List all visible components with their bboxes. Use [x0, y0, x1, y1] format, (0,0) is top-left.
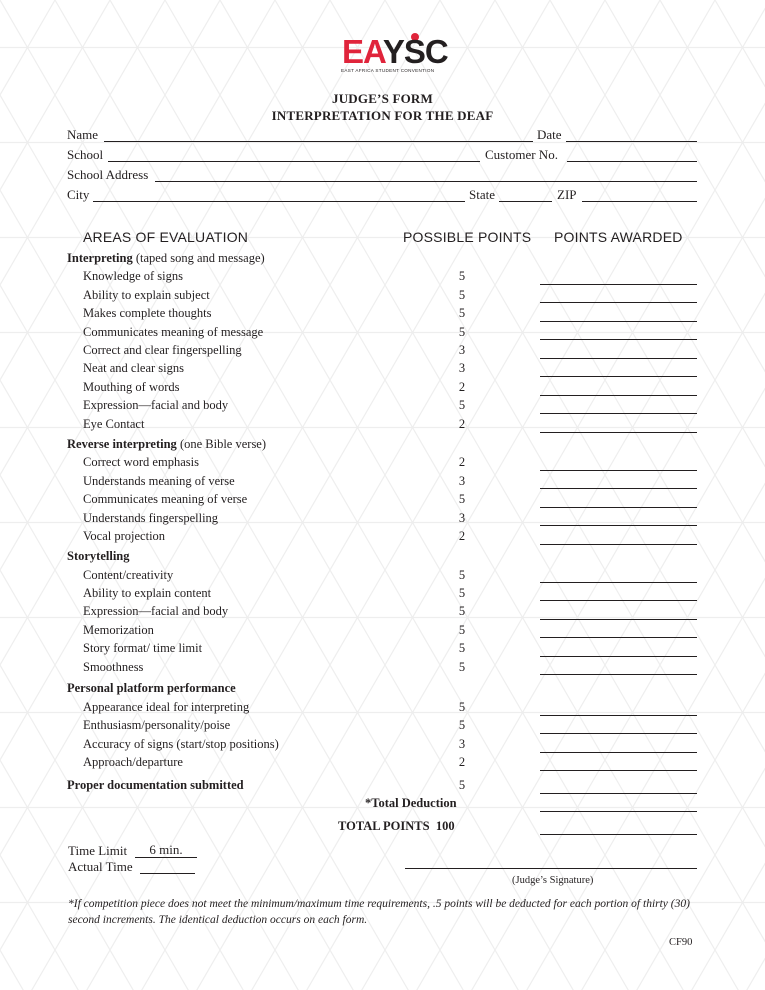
- name-label: Name: [67, 127, 99, 142]
- school-address-label: School Address: [67, 167, 149, 182]
- zip-field[interactable]: [582, 201, 697, 202]
- actual-time-label: Actual Time: [68, 859, 133, 874]
- logo-letter-a: A: [363, 33, 383, 70]
- possible-points: 5: [458, 660, 466, 674]
- time-limit-value: 6 min.: [135, 843, 197, 858]
- criterion-label: Communicates meaning of verse: [83, 492, 248, 506]
- possible-points: 5: [458, 325, 466, 339]
- possible-points: 5: [458, 700, 466, 714]
- criterion-label: Ability to explain content: [83, 586, 212, 600]
- total-points-field[interactable]: [540, 834, 697, 835]
- possible-points: 3: [458, 343, 466, 357]
- possible-points: 3: [458, 511, 466, 525]
- school-label: School: [67, 147, 104, 162]
- possible-points-header: POSSIBLE POINTS: [403, 229, 532, 245]
- possible-points: 5: [458, 492, 466, 506]
- section-heading: [67, 437, 266, 452]
- possible-points: 3: [458, 737, 466, 751]
- points-awarded-field[interactable]: [540, 432, 697, 433]
- criterion-label: Understands fingerspelling: [83, 511, 219, 525]
- total-deduction-label: *Total Deduction: [365, 796, 457, 810]
- criterion-label: Expression—facial and body: [83, 398, 229, 412]
- criterion-label: Ability to explain subject: [83, 288, 210, 302]
- total-points-label: TOTAL POINTS: [338, 819, 430, 833]
- criterion-label: Vocal projection: [83, 529, 166, 543]
- section-heading: [67, 549, 130, 564]
- criterion-label: Content/creativity: [83, 568, 174, 582]
- school-field[interactable]: [108, 161, 480, 162]
- criterion-label: Approach/departure: [83, 755, 183, 769]
- possible-points: 2: [458, 755, 466, 769]
- school-address-field[interactable]: [155, 181, 697, 182]
- possible-points: 3: [458, 361, 466, 375]
- criterion-label: Knowledge of signs: [83, 269, 183, 283]
- possible-points: 2: [458, 417, 466, 431]
- city-label: City: [67, 187, 90, 202]
- criterion-label: Correct word emphasis: [83, 455, 199, 469]
- criterion-label: Neat and clear signs: [83, 361, 185, 375]
- points-awarded-field[interactable]: [540, 600, 697, 601]
- criterion-label: Enthusiasm/personality/poise: [83, 718, 231, 732]
- possible-points: 5: [458, 568, 466, 582]
- criterion-label: Mouthing of words: [83, 380, 180, 394]
- state-label: State: [469, 187, 495, 202]
- section-title: Interpreting: [67, 251, 133, 265]
- criterion-label: Memorization: [83, 623, 154, 637]
- total-deduction-field[interactable]: [540, 811, 697, 812]
- criterion-label: Understands meaning of verse: [83, 474, 235, 488]
- points-awarded-field[interactable]: [540, 637, 697, 638]
- actual-time-field[interactable]: [140, 873, 195, 874]
- zip-label: ZIP: [557, 187, 577, 202]
- section-note: (one Bible verse): [179, 437, 267, 451]
- section-heading: [67, 251, 265, 266]
- criterion-label: Communicates meaning of message: [83, 325, 264, 339]
- criterion-label: Smoothness: [83, 660, 144, 674]
- possible-points: 5: [458, 623, 466, 637]
- points-awarded-field[interactable]: [540, 544, 697, 545]
- points-awarded-field[interactable]: [540, 674, 697, 675]
- points-awarded-field[interactable]: [540, 582, 697, 583]
- date-field[interactable]: [566, 141, 697, 142]
- points-awarded-field[interactable]: [540, 358, 697, 359]
- customer-no-field[interactable]: [567, 161, 697, 162]
- points-awarded-field[interactable]: [540, 733, 697, 734]
- criterion-label: Makes complete thoughts: [83, 306, 212, 320]
- points-awarded-field[interactable]: [540, 770, 697, 771]
- possible-points: 5: [458, 718, 466, 732]
- criterion-label: Expression—facial and body: [83, 604, 229, 618]
- possible-points: 2: [458, 380, 466, 394]
- city-field[interactable]: [93, 201, 465, 202]
- total-points-value: 100: [435, 819, 455, 833]
- logo-letter-y: Y: [382, 33, 404, 70]
- possible-points: 5: [458, 604, 466, 618]
- points-awarded-field[interactable]: [540, 284, 697, 285]
- possible-points: 5: [458, 288, 466, 302]
- points-awarded-field[interactable]: [540, 321, 697, 322]
- judge-signature-label: (Judge’s Signature): [512, 875, 594, 886]
- form-title: JUDGE’S FORM: [332, 91, 433, 106]
- points-awarded-field[interactable]: [540, 525, 697, 526]
- points-awarded-field[interactable]: [540, 715, 697, 716]
- points-awarded-field[interactable]: [540, 619, 697, 620]
- total-points: [338, 819, 455, 834]
- areas-header: AREAS OF EVALUATION: [83, 229, 249, 245]
- form-code: CF90: [669, 937, 693, 948]
- points-awarded-field[interactable]: [540, 376, 697, 377]
- points-awarded-field[interactable]: [540, 752, 697, 753]
- name-field[interactable]: [104, 141, 533, 142]
- points-awarded-field[interactable]: [540, 507, 697, 508]
- section-title: Personal platform performance: [67, 681, 236, 695]
- form-subtitle: INTERPRETATION FOR THE DEAF: [271, 108, 494, 123]
- footnote: *If competition piece does not meet the minimum/maximum time requirements, .5 points will be deducted for each portion of thirty (30) second increments. The identical deduction occurs on each form.: [68, 898, 690, 926]
- documentation-points: 5: [458, 778, 466, 792]
- criterion-label: Accuracy of signs (start/stop positions): [83, 737, 279, 751]
- possible-points: 5: [458, 306, 466, 320]
- points-awarded-header: POINTS AWARDED: [554, 229, 683, 245]
- state-field[interactable]: [499, 201, 552, 202]
- possible-points: 2: [458, 529, 466, 543]
- logo-letter-e: E: [342, 33, 364, 70]
- points-awarded-field[interactable]: [540, 339, 697, 340]
- possible-points: 2: [458, 455, 466, 469]
- possible-points: 5: [458, 269, 466, 283]
- documentation-awarded-field[interactable]: [540, 793, 697, 794]
- criterion-label: Eye Contact: [83, 417, 145, 431]
- time-limit-label: Time Limit: [68, 843, 128, 858]
- documentation-label: Proper documentation submitted: [67, 778, 244, 792]
- section-title: Reverse interpreting: [67, 437, 177, 451]
- logo-tagline: EAST AFRICA STUDENT CONVENTION: [341, 68, 435, 73]
- logo-letters-sc: SC: [403, 33, 448, 70]
- possible-points: 5: [458, 398, 466, 412]
- date-label: Date: [537, 127, 562, 142]
- section-note: (taped song and message): [135, 251, 265, 265]
- criterion-label: Correct and clear fingerspelling: [83, 343, 242, 357]
- possible-points: 5: [458, 641, 466, 655]
- points-awarded-field[interactable]: [540, 395, 697, 396]
- points-awarded-field[interactable]: [540, 470, 697, 471]
- points-awarded-field[interactable]: [540, 302, 697, 303]
- criterion-label: Appearance ideal for interpreting: [83, 700, 250, 714]
- section-title: Storytelling: [67, 549, 130, 563]
- points-awarded-field[interactable]: [540, 656, 697, 657]
- judge-signature-field[interactable]: [405, 868, 697, 869]
- possible-points: 3: [458, 474, 466, 488]
- points-awarded-field[interactable]: [540, 488, 697, 489]
- criterion-label: Story format/ time limit: [83, 641, 203, 655]
- eaysc-logo: [338, 33, 448, 77]
- possible-points: 5: [458, 586, 466, 600]
- customer-no-label: Customer No.: [485, 147, 558, 162]
- section-heading: [67, 681, 236, 696]
- points-awarded-field[interactable]: [540, 413, 697, 414]
